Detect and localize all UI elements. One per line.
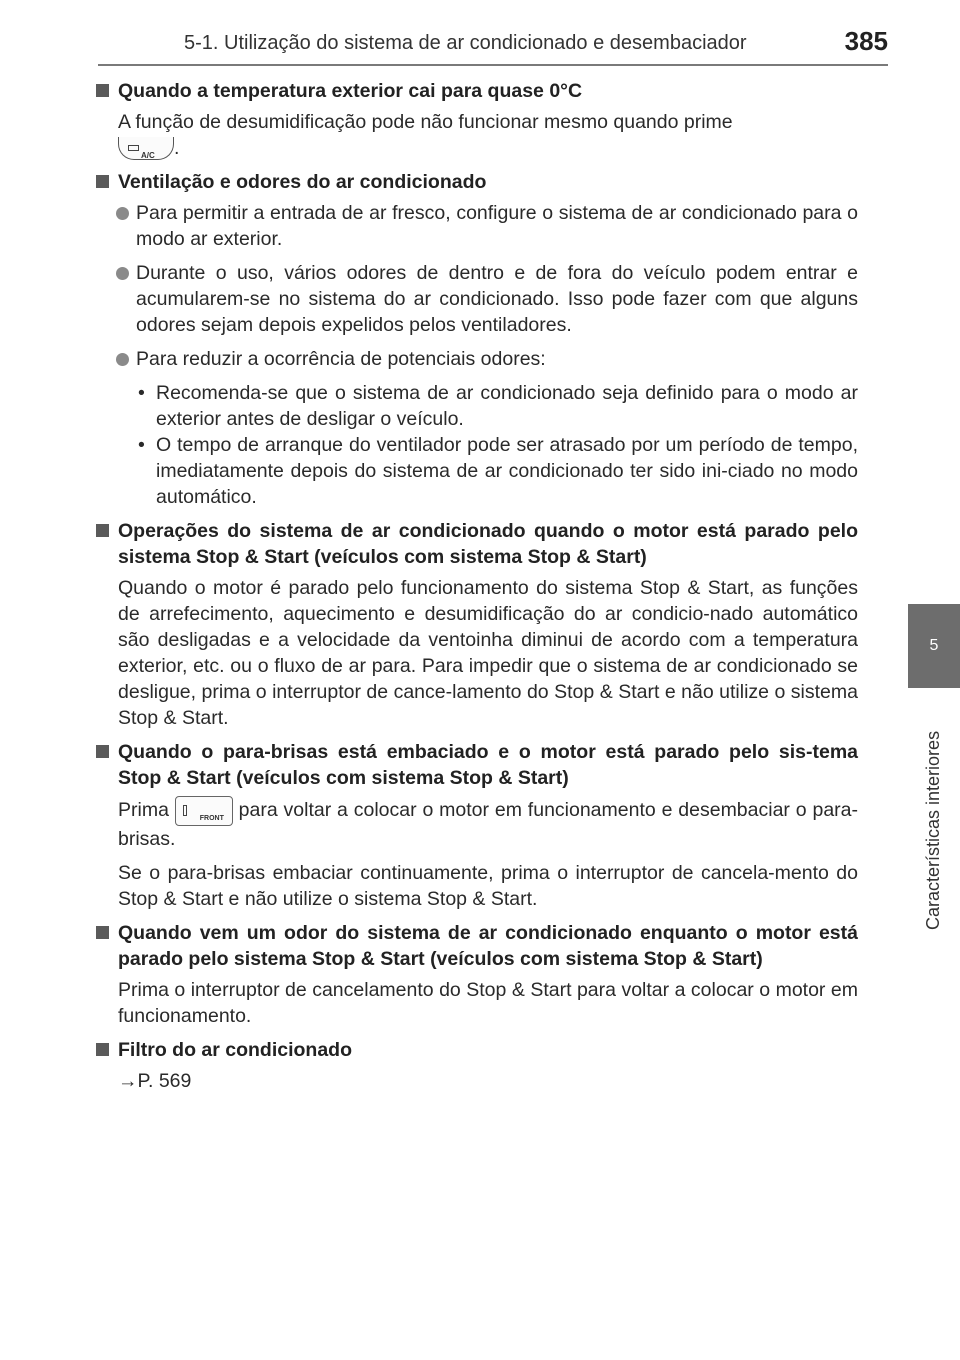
page-number: 385 xyxy=(844,26,888,56)
list-item: Para permitir a entrada de ar fresco, configure o sistema de ar condicionado para o modo ar exterior. xyxy=(96,200,858,252)
section-ac-filter xyxy=(96,1037,858,1094)
square-bullet-icon xyxy=(96,745,109,758)
paragraph: Quando o motor é parado pelo funcionamento do sistema Stop & Start, as funções de arrefecimento, aquecimento e desumidificação do ar condicio-nado automático são desligadas e a velocidade da ventoinha diminui de acordo com a temperatura exterior, etc. ou o fluxo de ar para. Para impedir que o sistema de ar condicionado se desligue, prima o interruptor de cance-lamento do Stop & Start e não utilize o sistema Stop & Start. xyxy=(118,577,858,729)
sub-list-item: • O tempo de arranque do ventilador pode ser atrasado por um período de tempo, imediatamente depois do sistema de ar condicionado ter sido ini-ciado no modo automático. xyxy=(138,434,858,508)
chapter-number: 5 xyxy=(929,637,939,654)
section-heading: Operações do sistema de ar condicionado quando o motor está parado pelo sistema Stop & Start (veículos com sistema Stop & Start) xyxy=(96,518,858,570)
list-item: Para reduzir a ocorrência de potenciais odores: xyxy=(96,346,858,372)
square-bullet-icon xyxy=(96,926,109,939)
section-ventilation-odors xyxy=(96,169,858,510)
circle-bullet-icon xyxy=(116,267,129,280)
square-bullet-icon xyxy=(96,1043,109,1056)
section-heading: Quando a temperatura exterior cai para quase 0°C xyxy=(96,78,858,104)
square-bullet-icon xyxy=(96,175,109,188)
section-heading: Quando o para-brisas está embaciado e o motor está parado pelo sis-tema Stop & Start (veículos com sistema Stop & Start) xyxy=(96,739,858,791)
page-content xyxy=(96,78,858,1102)
page-header xyxy=(98,22,888,66)
chapter-tab[interactable] xyxy=(908,604,960,688)
chapter-label: Características interiores xyxy=(923,730,943,930)
circle-bullet-icon xyxy=(116,353,129,366)
section-stop-start-ac xyxy=(96,518,858,731)
section-odor-stop-start xyxy=(96,920,858,1029)
section-heading: Filtro do ar condicionado xyxy=(96,1037,858,1063)
list-item: Durante o uso, vários odores de dentro e de fora do veículo podem entrar e acumularem-se no sistema do ar condicionado. Isso pode fazer com que alguns odores sejam depois expelidos pelos ventiladores. xyxy=(96,260,858,338)
paragraph: A função de desumidificação pode não funcionar mesmo quando prime A/C . xyxy=(118,111,733,161)
paragraph: Prima o interruptor de cancelamento do Stop & Start para voltar a colocar o motor em funcionamento. xyxy=(118,979,858,1027)
section-windshield-fogged xyxy=(96,739,858,912)
section-low-temperature xyxy=(96,78,858,161)
section-heading: Quando vem um odor do sistema de ar condicionado enquanto o motor está parado pelo sistema Stop & Start (veículos com sistema Stop & Start) xyxy=(96,920,858,972)
section-heading: Ventilação e odores do ar condicionado xyxy=(96,169,858,195)
ac-button-icon: A/C xyxy=(118,137,174,160)
circle-bullet-icon xyxy=(116,207,129,220)
square-bullet-icon xyxy=(96,84,109,97)
page-reference-link[interactable]: →P. 569 xyxy=(118,1070,192,1092)
sub-list-item: • Recomenda-se que o sistema de ar condicionado seja definido para o modo ar exterior antes de desligar o veículo. xyxy=(138,382,858,430)
square-bullet-icon xyxy=(96,524,109,537)
paragraph: Prima FRONT para voltar a colocar o motor em funcionamento e desembaciar o para-brisas. xyxy=(96,796,858,852)
section-title: 5-1. Utilização do sistema de ar condicionado e desembaciador xyxy=(184,32,747,54)
front-defroster-button-icon: FRONT xyxy=(175,796,233,826)
paragraph: Se o para-brisas embaciar continuamente, prima o interruptor de cancela-mento do Stop & Start e não utilize o sistema Stop & Start. xyxy=(118,862,858,910)
